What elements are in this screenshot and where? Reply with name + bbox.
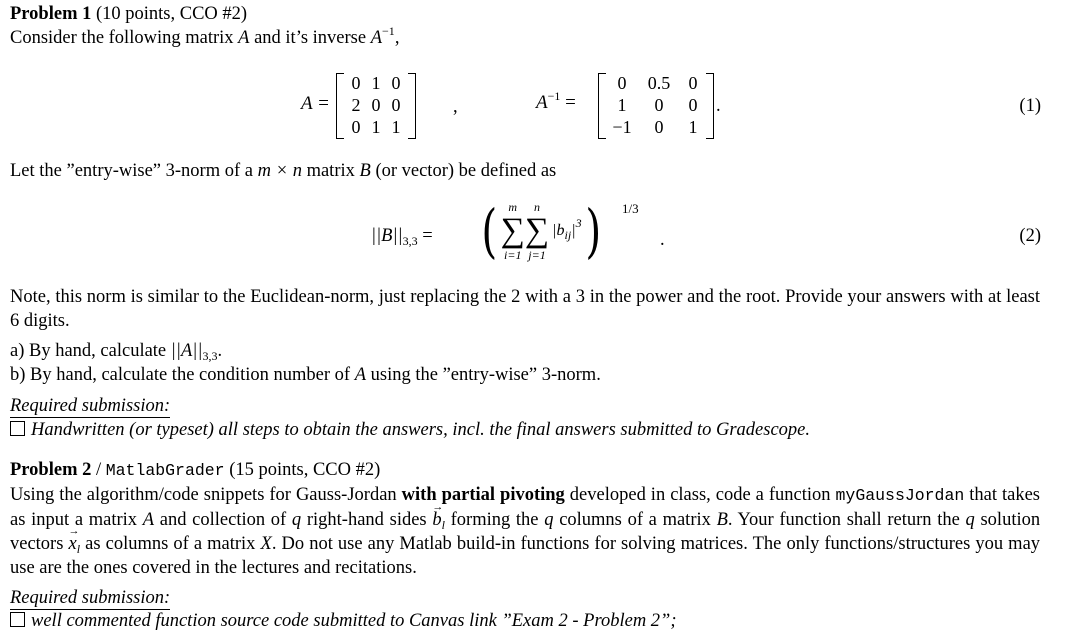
matrix-cell: 1	[391, 117, 401, 137]
matrix-cell: 0	[688, 73, 698, 93]
math-q: q	[965, 510, 975, 530]
text: right-hand sides	[306, 510, 427, 530]
matrix-cell: −1	[612, 117, 632, 137]
sigma-symbol: ∑	[500, 212, 525, 249]
problem-1-title: Problem 1	[10, 4, 92, 24]
left-paren: (	[481, 197, 498, 265]
text: columns of a matrix	[559, 510, 711, 530]
label: Required submission:	[10, 588, 171, 608]
checkbox-icon[interactable]	[10, 612, 25, 627]
problem-2-title: Problem 2	[10, 460, 92, 480]
math-A: A	[238, 28, 250, 48]
term: |	[571, 222, 576, 239]
matrix-cell: 0	[351, 117, 361, 137]
problem-2-heading	[10, 458, 380, 483]
math-norm-A: ||A||	[170, 341, 203, 361]
label: Required submission:	[10, 396, 171, 416]
equals-sign: =	[422, 226, 433, 246]
text: solution vectors	[10, 510, 1041, 554]
sum-upper: n	[534, 200, 541, 214]
matrix-A	[336, 73, 416, 139]
summand	[552, 216, 582, 243]
text: using the ”entry-wise” 3-norm.	[370, 365, 601, 385]
matrix-label: A	[536, 92, 548, 113]
problem-1-heading	[10, 2, 247, 26]
math-X: X	[260, 534, 272, 554]
text: . Do not use any Matlab build-in functions for solving matrices. The only functions/structures you may use are the ones covered in the lectures and recitations.	[10, 534, 1041, 578]
punctuation: .	[217, 341, 223, 361]
math-q: q	[544, 510, 554, 530]
superscript: −1	[382, 24, 395, 38]
term: |b	[552, 222, 565, 239]
checkbox-icon[interactable]	[10, 421, 25, 436]
sum-upper: m	[508, 200, 518, 214]
matrix-cell: 1	[371, 117, 381, 137]
matrix-A-inverse-grid	[606, 73, 706, 139]
matrix-A-inverse-label	[536, 91, 576, 115]
text: a) By hand, calculate	[10, 341, 167, 361]
text: that takes as input a matrix	[10, 485, 1041, 530]
text: matrix	[306, 161, 355, 181]
required-item-2	[10, 609, 677, 633]
matrix-cell: 0	[391, 95, 401, 115]
text: Let the ”entry-wise” 3-norm of a	[10, 161, 253, 181]
sum-lower: j=1	[528, 248, 546, 262]
subscript: ij	[564, 228, 572, 242]
required-submission-label-2	[10, 586, 170, 610]
text: developed in class, code a function	[569, 485, 831, 505]
left-bracket	[598, 73, 606, 139]
matrix-cell: 1	[688, 117, 698, 137]
part-a	[10, 339, 222, 363]
subscript: 3,3	[402, 234, 418, 248]
subscript: l	[441, 518, 445, 532]
equals-sign: =	[565, 92, 576, 113]
right-bracket	[408, 73, 416, 139]
text: b) By hand, calculate the condition number of	[10, 365, 351, 385]
emphasis: with partial pivoting	[401, 485, 565, 505]
matrix-A-inverse-trail: .	[716, 96, 721, 116]
math-A: A	[354, 365, 367, 385]
function-name: myGaussJordan	[835, 486, 965, 505]
norm-definition	[10, 159, 556, 183]
math-vector-b: → b	[432, 508, 441, 532]
math-A: A	[142, 510, 155, 530]
math-A-inverse: A	[370, 28, 383, 48]
right-bracket	[706, 73, 714, 139]
math-vector-x: → x	[69, 532, 77, 556]
matrix-cell: 0	[617, 73, 627, 93]
formula-rhs	[478, 196, 604, 266]
matrix-cell: 1	[371, 73, 381, 93]
punctuation: ,	[394, 28, 400, 48]
matrix-cell: 0	[688, 95, 698, 115]
sum-lower: i=1	[504, 248, 522, 262]
text: Using the algorithm/code snippets for Gauss-Jordan	[10, 485, 397, 505]
text: . Your function shall return the	[727, 510, 960, 530]
outer-exponent: 1/3	[622, 201, 639, 216]
sigma-symbol: ∑	[524, 212, 550, 249]
matrix-cell: 0	[654, 117, 664, 137]
item-text: Handwritten (or typeset) all steps to obtain the answers, incl. the final answers submitted to Gradescope.	[31, 420, 810, 440]
required-submission-label-1	[10, 394, 170, 418]
matrix-A-grid	[344, 73, 408, 139]
matrix-label: A =	[301, 93, 330, 114]
matrix-cell: 0	[371, 95, 381, 115]
subscript: 3,3	[202, 349, 218, 363]
intro-text: and it’s inverse	[254, 28, 367, 48]
matrix-A-label	[301, 92, 330, 116]
required-item-1	[10, 418, 810, 442]
superscript: −1	[547, 89, 561, 103]
text: forming the	[450, 510, 539, 530]
formula-trail: .	[660, 230, 665, 250]
part-b	[10, 363, 601, 387]
intro-text: Consider the following matrix	[10, 28, 234, 48]
text: (or vector) be defined as	[375, 161, 557, 181]
matrix-cell: 1	[617, 95, 627, 115]
math-dims: m × n	[257, 161, 302, 181]
grader-name: MatlabGrader	[105, 461, 225, 480]
math-B: B	[359, 161, 371, 181]
left-bracket	[336, 73, 344, 139]
separator: /	[95, 460, 102, 480]
problem-1-points: (10 points, CCO #2)	[95, 4, 248, 24]
text: and collection of	[159, 510, 287, 530]
matrix-cell: 0	[351, 73, 361, 93]
formula-lhs	[371, 224, 433, 248]
subscript: l	[76, 542, 81, 556]
sum-i	[501, 200, 525, 262]
matrix-A-inverse	[598, 73, 714, 139]
matrix-A-trail: ,	[453, 97, 458, 117]
item-text: well commented function source code submitted to Canvas link ”Exam 2 - Problem 2”;	[31, 611, 677, 631]
superscript: 3	[575, 216, 582, 230]
math-q: q	[291, 510, 302, 530]
text: as columns of a matrix	[85, 534, 256, 554]
problem-2-body	[10, 483, 1040, 580]
note-paragraph: Note, this norm is similar to the Euclidean-norm, just replacing the 2 with a 3 in the power and the root. Provide your answers with at least 6 digits.	[10, 287, 1040, 331]
sum-j	[525, 200, 549, 262]
problem-1-intro	[10, 26, 399, 50]
matrix-cell: 0	[654, 95, 664, 115]
norm-symbol: ||B||	[371, 226, 403, 246]
matrix-cell: 0	[391, 73, 401, 93]
right-paren: )	[585, 197, 601, 265]
equation-number-2: (2)	[1019, 226, 1041, 246]
matrix-cell: 0.5	[647, 73, 671, 93]
problem-2-points: (15 points, CCO #2)	[229, 460, 381, 480]
equation-number-1: (1)	[1019, 96, 1041, 116]
matrix-cell: 2	[351, 95, 361, 115]
math-B: B	[716, 510, 728, 530]
